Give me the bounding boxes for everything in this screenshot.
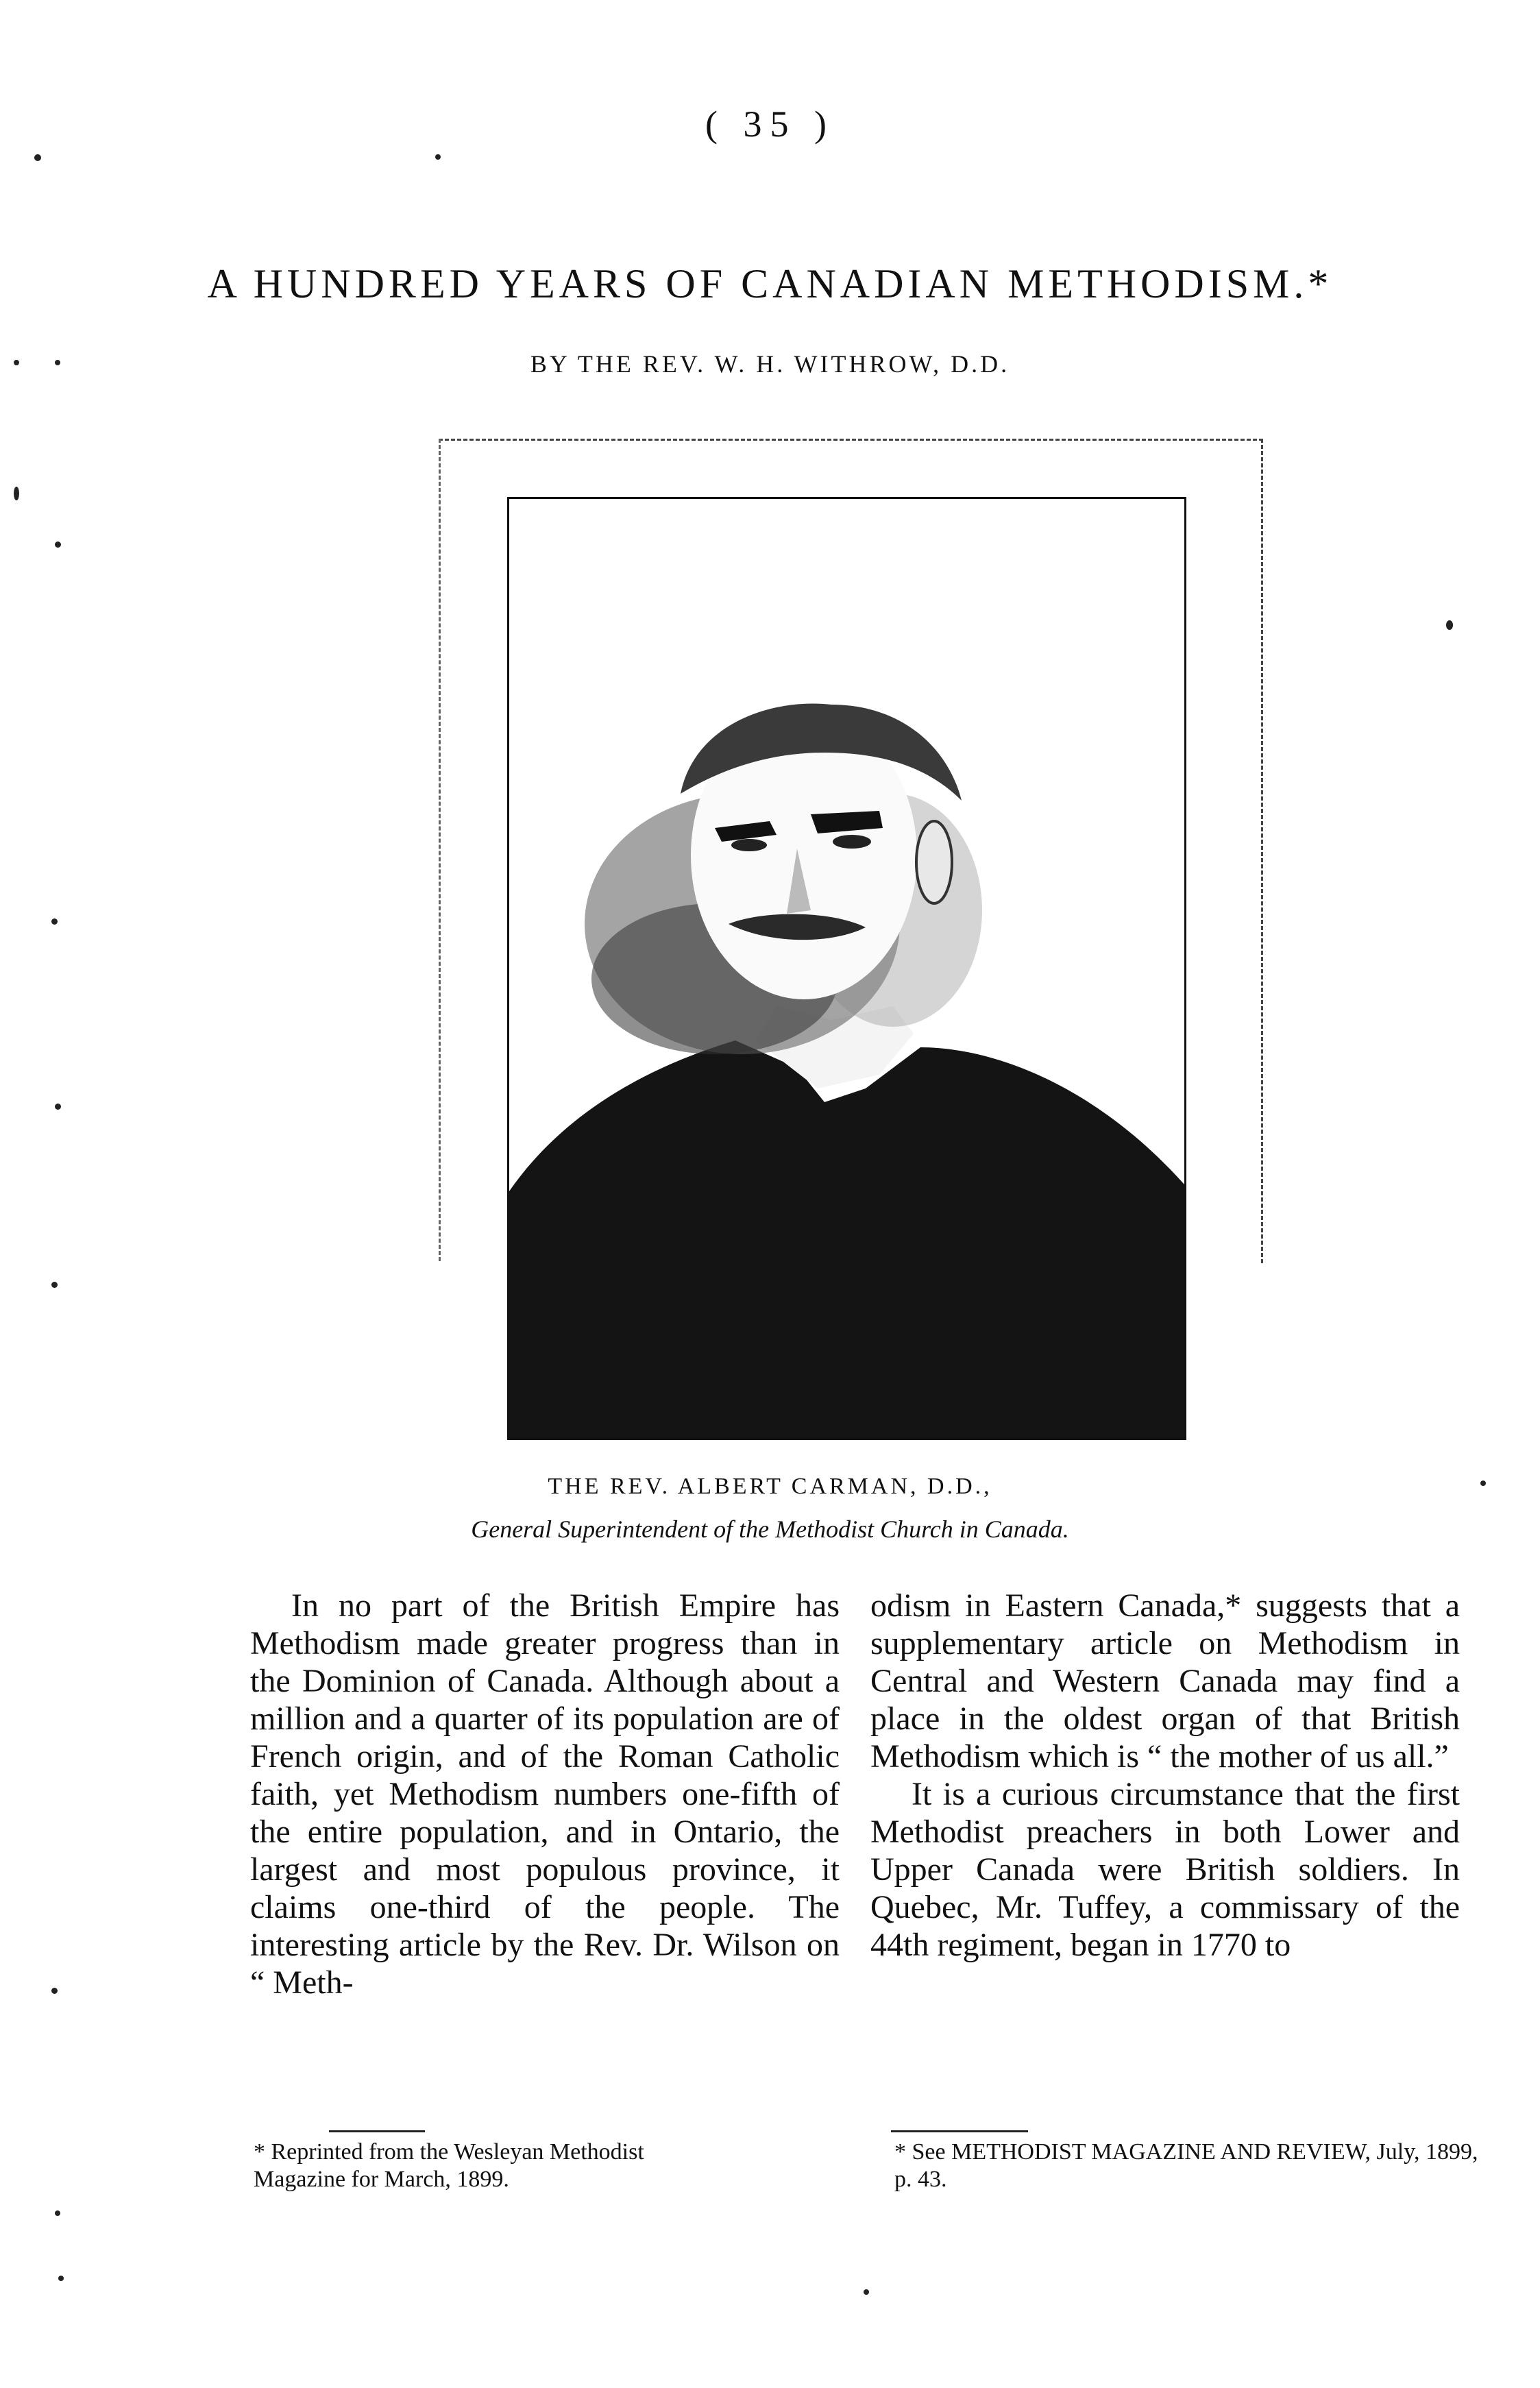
article-byline: BY THE REV. W. H. WITHROW, D.D.: [530, 350, 1010, 378]
paragraph: odism in Eastern Canada,* suggests that a supplementary article on Methodism in Central and Western Canada may find a place in the oldest organ of that British Methodism which is “ the mother of us all.”: [870, 1587, 1460, 1775]
text-column-right: [870, 1587, 1460, 1964]
portrait-photo: [507, 497, 1186, 1440]
paragraph: In no part of the British Empire has Methodism made greater progress than in the Dominion of Canada. Although about a million and a quarter of its population are of French origin, and of the Roman Catholic faith, yet Methodism numbers one-fifth of the entire population, and in Ontario, the largest and most populous province, it claims one-third of the people. The interesting article by the Rev. Dr. Wilson on “ Meth-: [250, 1587, 840, 2001]
footnote-left: * Reprinted from the Wesleyan Methodist Magazine for March, 1899.: [254, 2139, 644, 2192]
portrait-outer-frame-left: [439, 439, 443, 1261]
portrait-caption-name: THE REV. ALBERT CARMAN, D.D.,: [548, 1474, 992, 1499]
text-column-left: [250, 1587, 840, 2001]
page-number: ( 35 ): [705, 103, 835, 145]
footnote-right: * See METHODIST MAGAZINE AND REVIEW, July, 1899, p. 43.: [894, 2139, 1478, 2192]
portrait-caption-role: General Superintendent of the Methodist Church in Canada.: [471, 1515, 1069, 1543]
footnote-rule-left: [329, 2130, 425, 2132]
footnote-rule-right: [891, 2130, 1028, 2132]
portrait-illustration: [509, 499, 1184, 1438]
paragraph: It is a curious circumstance that the first Methodist preachers in both Lower and Upper Canada were British soldiers. In Quebec, Mr. Tuffey, a commissary of the 44th regiment, began in 1770 to: [870, 1776, 1460, 1963]
article-title: A HUNDRED YEARS OF CANADIAN METHODISM.*: [207, 261, 1333, 306]
